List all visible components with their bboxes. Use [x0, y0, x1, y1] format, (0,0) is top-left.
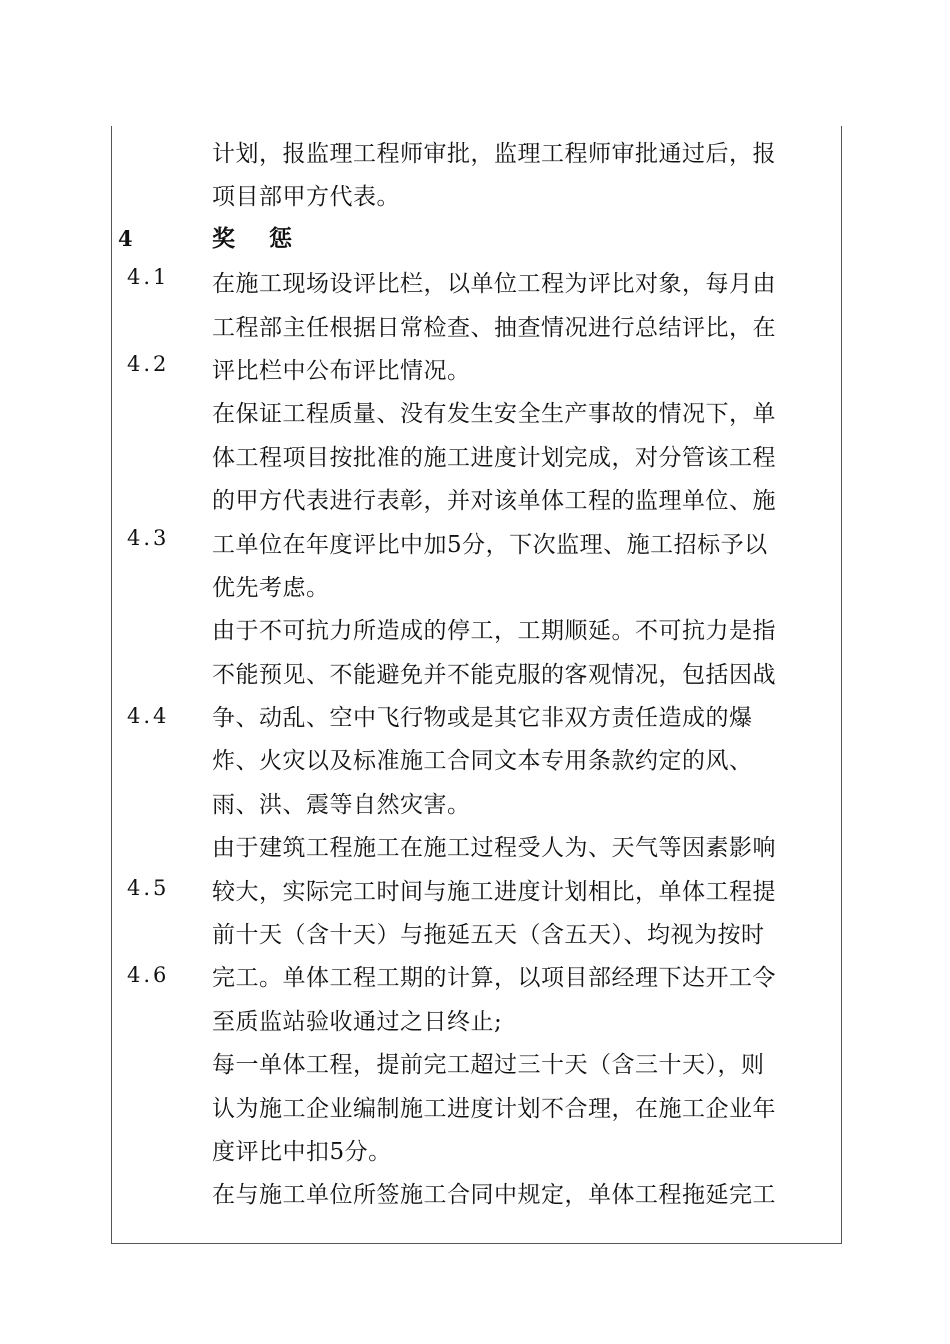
- text-line: 计划，报监理工程师审批，监理工程师审批通过后，报: [212, 141, 776, 167]
- subsection-number-4-3: 4.3: [127, 526, 170, 550]
- text-line: 由于不可抗力所造成的停工，工期顺延。不可抗力是指: [212, 618, 776, 645]
- subsection-number-4-6: 4.6: [127, 963, 170, 987]
- text-line: 优先考虑。: [212, 574, 330, 601]
- text-line: 度评比中扣5分。: [212, 1138, 392, 1165]
- body-text: [212, 133, 838, 1218]
- text-line: 雨、洪、震等自然灾害。: [212, 791, 471, 818]
- text-line: 认为施工企业编制施工进度计划不合理，在施工企业年: [212, 1095, 776, 1122]
- text-line: 项目部甲方代表。: [212, 184, 400, 211]
- subsection-number-4-2: 4.2: [127, 352, 170, 376]
- subsection-number-4-1: 4.1: [127, 265, 170, 289]
- text-line: 不能预见、不能避免并不能克服的客观情况，包括因战: [212, 661, 776, 688]
- text-line: 争、动乱、空中飞行物或是其它非双方责任造成的爆: [212, 705, 753, 732]
- text-line: 炸、火灾以及标准施工合同文本专用条款约定的风、: [212, 748, 753, 775]
- text-line: 完工。单体工程工期的计算，以项目部经理下达开工令: [212, 965, 776, 992]
- text-line: 较大，实际完工时间与施工进度计划相比，单体工程提: [212, 878, 776, 905]
- text-line: 评比栏中公布评比情况。: [212, 357, 471, 384]
- text-line: 在与施工单位所签施工合同中规定，单体工程拖延完工: [212, 1182, 776, 1209]
- text-line: 每一单体工程，提前完工超过三十天（含三十天），则: [212, 1052, 765, 1079]
- text-line: 体工程项目按批准的施工进度计划完成，对分管该工程: [212, 444, 776, 471]
- text-line: 的甲方代表进行表彰，并对该单体工程的监理单位、施: [212, 488, 776, 515]
- subsection-number-4-4: 4.4: [127, 704, 170, 728]
- section-number: 4: [118, 226, 133, 251]
- text-line: 在施工现场设评比栏，以单位工程为评比对象，每月由: [212, 271, 776, 298]
- text-line: 工单位在年度评比中加5分，下次监理、施工招标予以: [212, 531, 768, 558]
- subsection-number-4-5: 4.5: [127, 876, 170, 900]
- text-line: 由于建筑工程施工在施工过程受人为、天气等因素影响: [212, 835, 776, 862]
- text-line: 至质监站验收通过之日终止;: [212, 1008, 503, 1035]
- text-line: 前十天（含十天）与拖延五天（含五天）、均视为按时: [212, 922, 765, 949]
- heading-spacer: [212, 220, 838, 263]
- text-line: 在保证工程质量、没有发生安全生产事故的情况下，单: [212, 401, 776, 428]
- text-line: 工程部主任根据日常检查、抽查情况进行总结评比，在: [212, 314, 776, 341]
- section-title: 奖惩: [212, 225, 326, 252]
